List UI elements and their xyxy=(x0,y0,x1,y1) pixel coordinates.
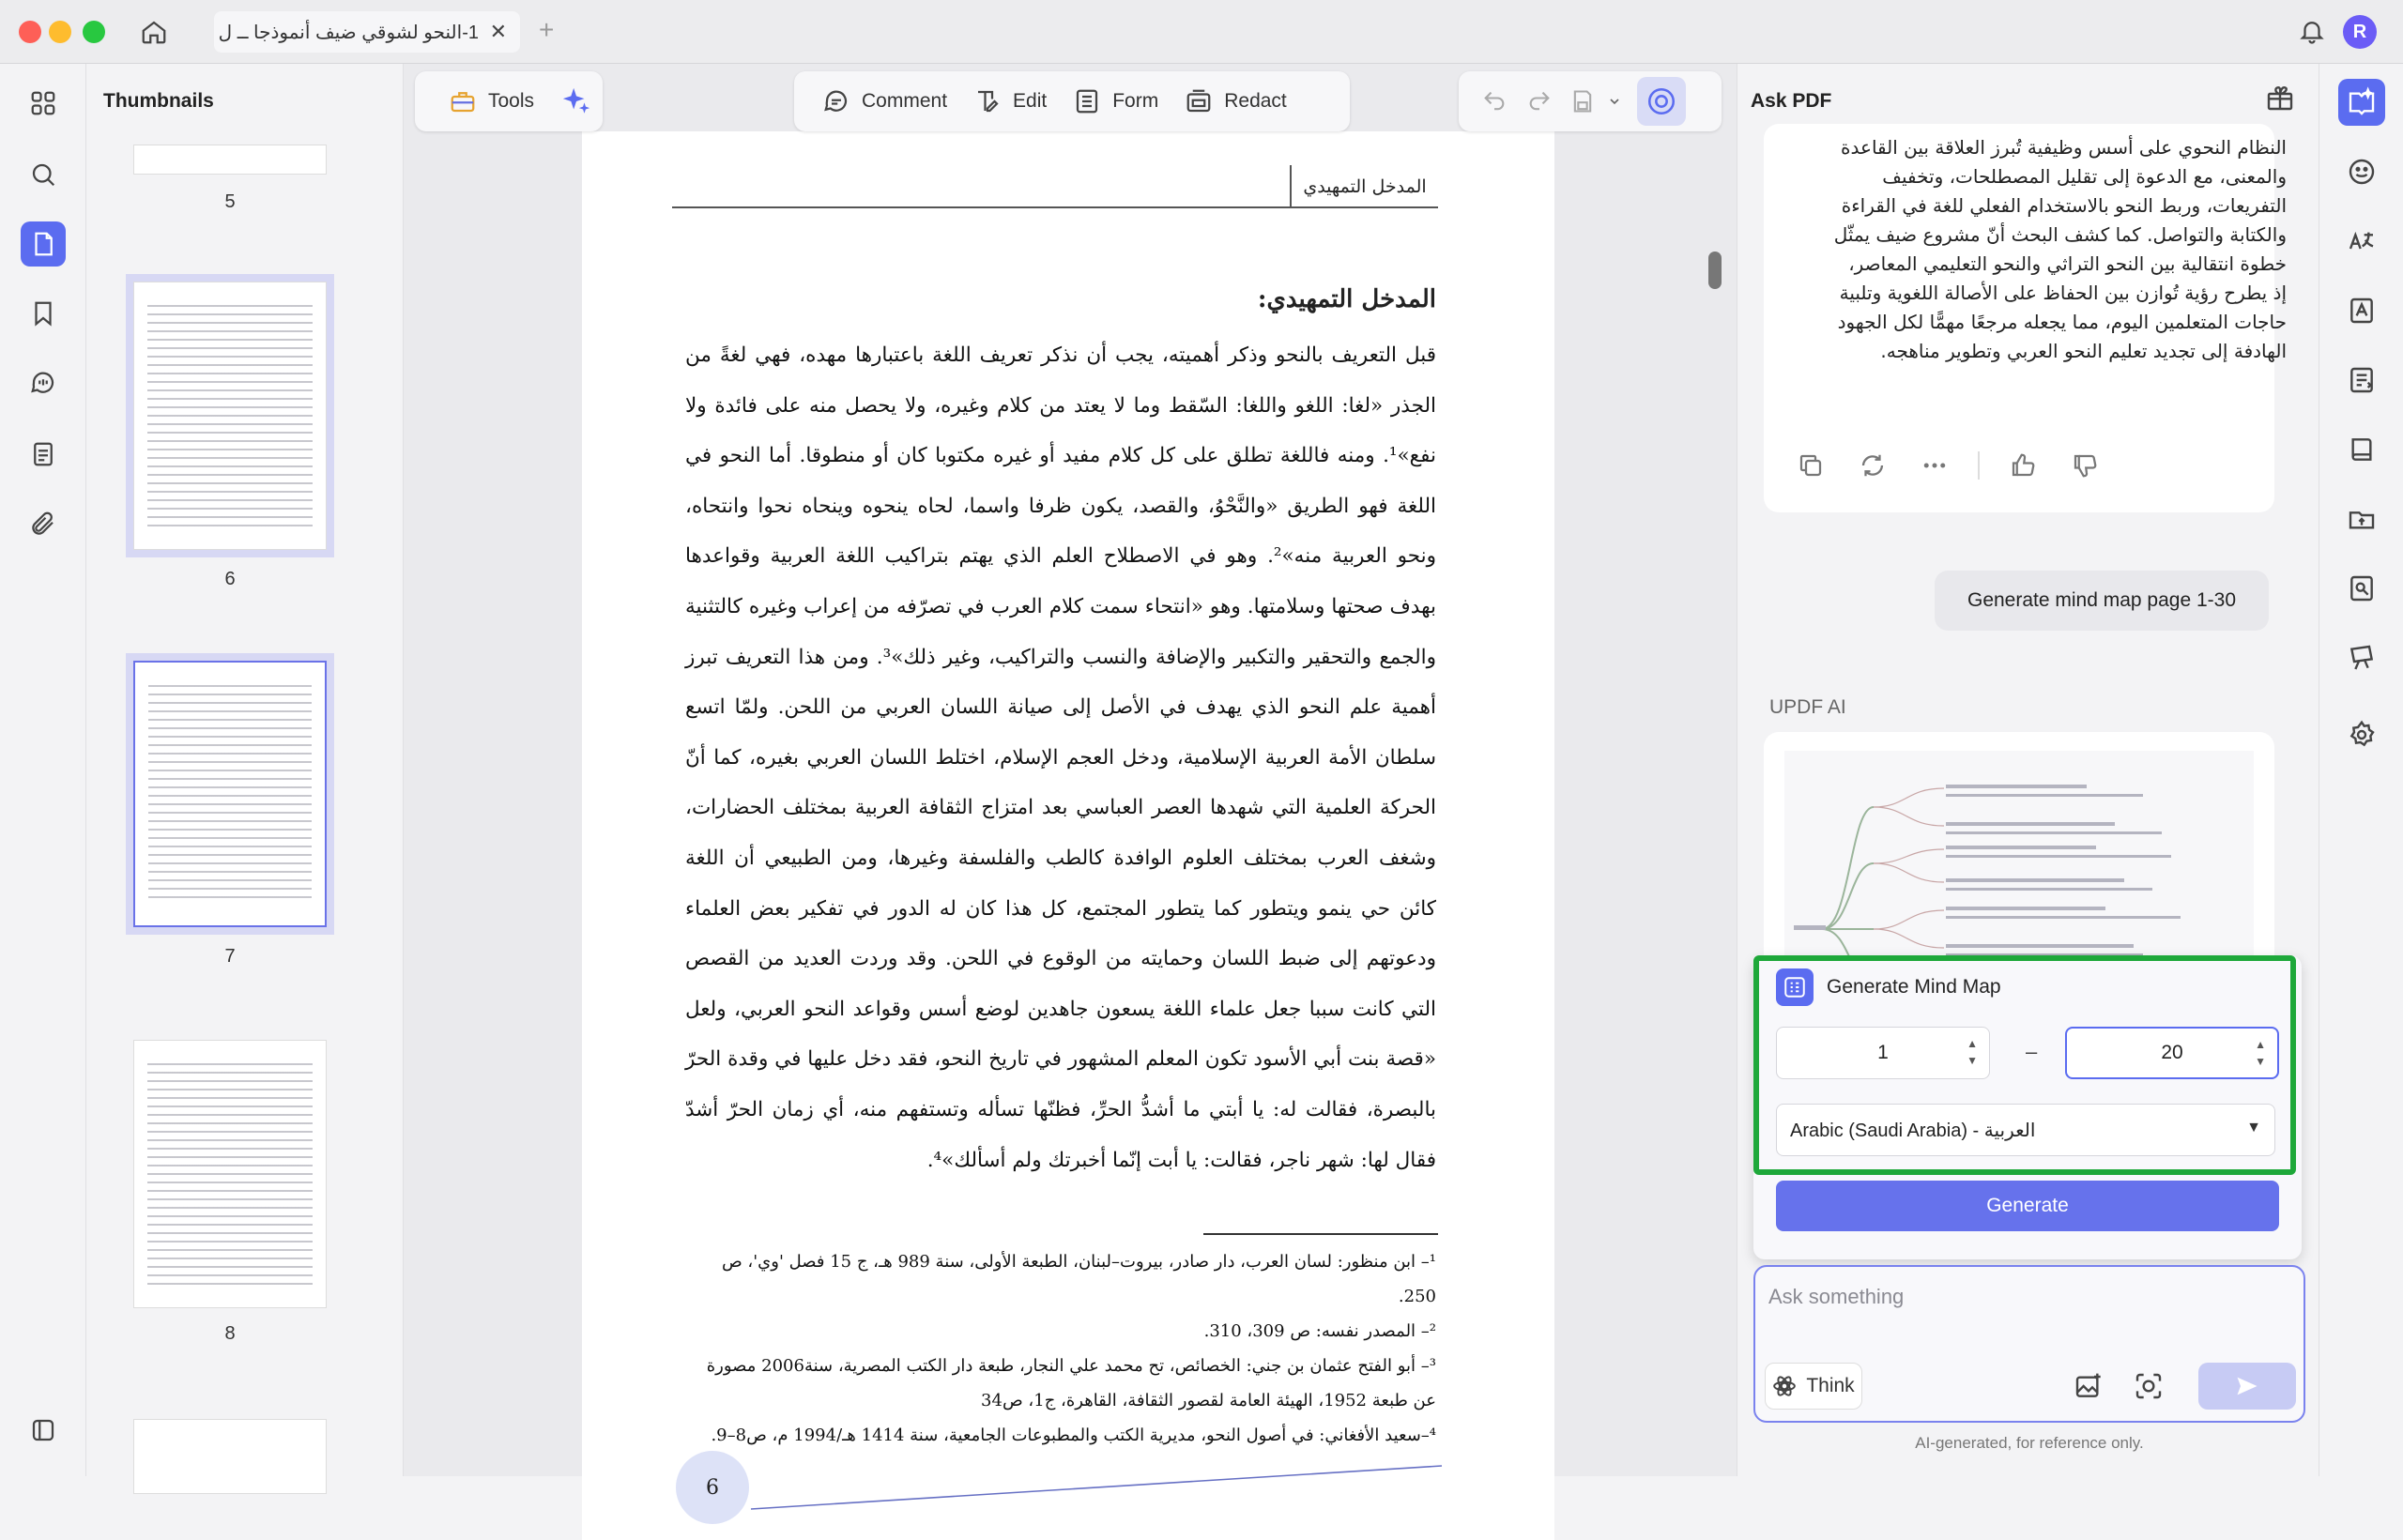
thumbnail-number: 5 xyxy=(224,191,236,212)
footnotes xyxy=(685,1244,1436,1453)
toolbox-icon xyxy=(449,87,477,115)
thumbnails-panel xyxy=(86,64,404,1476)
tools-label: Tools xyxy=(488,90,535,112)
thumbnail-number: 7 xyxy=(224,946,236,967)
undo-icon xyxy=(1481,88,1508,114)
close-tab-icon[interactable]: ✕ xyxy=(489,20,507,43)
ai-disclaimer: AI-generated, for reference only. xyxy=(1915,1434,2144,1452)
search-icon[interactable] xyxy=(21,152,66,197)
edit-toolbar xyxy=(794,71,1350,131)
ai-answer-text: النظام النحوي على أسس وظيفية تُبرز العلاقة بين القاعدة والمعنى، مع الدعوة إلى تقليل المصطلحات، وتخفيف التفريعات، وربط النحو بالاستخدام الفعلي للغة في القراءة والكتابة والتواصل. كما كشف البحث أنّ مشروع ضيف يمثّل خطوة انتقالية بين النحو التراثي والنحو التعليمي المعاصر، إذ يطرح رؤية تُوازن بين الحفاظ على الأصالة اللغوية وتلبية حاجات المتعلمين اليوم، مما يجعله مرجعًا مهمًّا لكل الجهود الهادفة إلى تجديد تعليم النحو العربي وتطوير مناهجه. xyxy=(1833,136,2287,362)
document-scrollbar[interactable] xyxy=(1708,252,1722,289)
save-button[interactable] xyxy=(1562,79,1603,124)
translate-icon[interactable] xyxy=(2338,218,2385,265)
edit-button[interactable] xyxy=(960,79,1060,124)
form-label: Form xyxy=(1112,90,1159,112)
chat-bot-icon[interactable] xyxy=(2338,148,2385,195)
chevron-down-icon xyxy=(1607,94,1622,109)
redact-label: Redact xyxy=(1224,90,1287,112)
title-bar xyxy=(0,0,2403,64)
thumbnail-page-6[interactable] xyxy=(133,282,327,550)
to-page-value: 20 xyxy=(2161,1042,2183,1063)
comment-icon xyxy=(822,87,850,115)
right-rail xyxy=(2319,64,2403,1476)
thumbnail-page-7[interactable] xyxy=(133,661,327,927)
screenshot-icon[interactable] xyxy=(2127,1365,2170,1408)
form-button[interactable] xyxy=(1060,79,1171,124)
save-icon xyxy=(1569,88,1596,114)
running-head xyxy=(672,165,1438,208)
updf-ai-button[interactable] xyxy=(1637,77,1686,126)
footnote: ¹– ابن منظور: لسان العرب، دار صادر، بيروت–لبنان، الطبعة الأولى، سنة 989 هـ، ج 15 فصل 'وي'، ص 250. xyxy=(721,1252,1436,1306)
action-divider xyxy=(1978,451,1980,480)
page-decoration-line xyxy=(751,1464,1442,1511)
mind-map-title: Generate Mind Map xyxy=(1827,976,2001,998)
tools-button[interactable] xyxy=(436,79,547,124)
send-icon xyxy=(2234,1373,2260,1399)
ask-input[interactable] xyxy=(1768,1278,2275,1316)
document-tab-title: 1-النحو لشوقي ضيف أنموذجا ــ ل xyxy=(218,22,479,43)
think-icon xyxy=(1772,1374,1797,1398)
to-page-stepper[interactable]: ▲ ▼ xyxy=(2255,1038,2266,1068)
summarize-icon[interactable] xyxy=(2338,357,2385,404)
tools-toolbar xyxy=(415,71,603,131)
undo-button[interactable] xyxy=(1472,79,1517,124)
highlight-box xyxy=(1753,955,2296,1175)
thumbnails-icon[interactable] xyxy=(21,221,66,267)
pdf-page xyxy=(582,131,1554,1540)
edit-text-icon xyxy=(973,87,1002,115)
notification-bell-icon[interactable] xyxy=(2298,17,2326,50)
send-button[interactable] xyxy=(2198,1363,2296,1410)
from-page-stepper[interactable]: ▲ ▼ xyxy=(1967,1037,1978,1067)
ai-assistant-icon xyxy=(1645,85,1677,117)
ask-pdf-icon[interactable] xyxy=(2338,79,2385,126)
footnote: ⁴–سعيد الأفغاني: في أصول النحو، مديرية الكتب والمطبوعات الجامعية، سنة 1414 هـ/1994 م، ص8–9. xyxy=(711,1426,1436,1445)
book-icon[interactable] xyxy=(2338,426,2385,473)
from-page-value: 1 xyxy=(1877,1042,1889,1063)
bookmark-icon[interactable] xyxy=(21,291,66,336)
footnote-rule xyxy=(1203,1233,1438,1235)
think-label: Think xyxy=(1806,1375,1855,1396)
thumbnail-number: 8 xyxy=(224,1323,236,1344)
image-upload-icon[interactable] xyxy=(2067,1365,2110,1408)
redact-button[interactable] xyxy=(1171,79,1300,124)
comments-icon[interactable] xyxy=(21,360,66,405)
presentation-icon[interactable] xyxy=(2338,634,2385,681)
thumbnail-page-8[interactable] xyxy=(133,1040,327,1308)
answer-actions xyxy=(1792,447,2104,484)
generate-button[interactable]: Generate xyxy=(1776,1181,2279,1231)
thumbs-down-icon[interactable] xyxy=(2066,447,2104,484)
avatar[interactable]: R xyxy=(2343,15,2377,49)
sparkle-icon xyxy=(560,85,592,117)
redo-icon xyxy=(1526,88,1553,114)
redo-button[interactable] xyxy=(1517,79,1562,124)
document-tab[interactable] xyxy=(214,11,520,53)
gift-icon[interactable] xyxy=(2265,83,2295,117)
user-message-bubble: Generate mind map page 1-30 xyxy=(1935,571,2269,631)
ai-sparkle-button[interactable] xyxy=(547,79,605,124)
running-head-label: المدخل التمهيدي xyxy=(1290,165,1438,208)
attachments-page-icon[interactable] xyxy=(21,432,66,477)
document-viewer xyxy=(404,64,1737,1500)
comment-button[interactable] xyxy=(809,79,960,124)
minimize-window-button[interactable] xyxy=(49,21,71,43)
ai-sender-label: UPDF AI xyxy=(1769,696,1846,718)
ocr-icon[interactable] xyxy=(2338,287,2385,334)
search-document-icon[interactable] xyxy=(2338,565,2385,612)
thumbs-up-icon[interactable] xyxy=(2004,447,2042,484)
left-rail xyxy=(0,64,86,1476)
edit-label: Edit xyxy=(1013,90,1048,112)
zoom-window-button[interactable] xyxy=(83,21,105,43)
settings-gear-icon[interactable] xyxy=(2338,711,2385,758)
more-options-icon[interactable] xyxy=(1916,447,1953,484)
close-window-button[interactable] xyxy=(19,21,41,43)
body-paragraph: قبل التعريف بالنحو وذكر أهميته، يجب أن نذكر تعريف اللغة باعتبارها مهده، فهي لغةً من الجذر «لغا: اللغو واللغا: السّقط وما لا يعتد من كلام وغيره، ولا يحصل منه على فائدة ولا نفع»¹. ومنه فاللغة تطلق على كل كلام مفيد أو غيره مكتوبا كان أو منطوقا. أما النحو في اللغة فهو الطريق «والنَّحْوُ، والقصد، يكون ظرفا واسما، لحاه ينحوه وينحاه نحوا وانتحاه، ونحو العربية منه»². وهو في الاصطلاح العلم الذي يهتم بتراكيب اللغة العربية وقواعدها بهدف صحتها وسلامتها. وهو «انتحاء سمت كلام العرب في تصرّفه من إعراب وغيره كالتثنية والجمع والتحقير والتكبير والإضافة والنسب والتراكيب، وغير ذلك»³. ومن هذا التعريف تبرز أهمية علم النحو الذي يهدف في الأصل إلى صيانة اللسان العربي من اللحن. ولمّا اتسع سلطان الأمة العربية الإسلامية، ودخل العجم الإسلام، اختلط اللسان العربي بغيره، كما أنّ الحركة العلمية التي شهدها العصر العباسي بعد امتزاج الثقافة العربية بمختلف الحضارات، وشغف العرب بمختلف العلوم الوافدة كالطب والفلسفة وغيرها، ومن الطبيعي أن اللغة كائن حي ينمو ويتطور كما يتطور المجتمع، كل هذا كان له الدور في تفكير بعض العلماء ودعوتهم إلى ضبط اللسان وحمايته من الوقوع في اللحن. وقد وردت العديد من القصص التي كانت سببا جعل علماء اللغة يسعون جاهدين لوضع أسس وقواعد النحو العربي، ولعل «قصة بنت أبي الأسود تكون المعلم المشهور في تاريخ النحو، فقد دخل عليها في وقدة الحرّ بالبصرة، فقالت له: يا أبتي ما أشدُّ الحرِّ، فظنّها تسأله وتستفهم منه، أي زمان الحرّ أشدّ فقال لها: شهر ناجر، فقالت: يا أبت إنّما أخبرتك ولم أسألك»⁴. xyxy=(685,343,1436,1172)
ask-input-box xyxy=(1753,1265,2305,1423)
regenerate-icon[interactable] xyxy=(1854,447,1891,484)
form-icon xyxy=(1073,87,1101,115)
footnote: ²– المصدر نفسه: ص 309، 310. xyxy=(1203,1321,1436,1341)
page-number-badge: 6 xyxy=(676,1451,749,1524)
paperclip-icon[interactable] xyxy=(21,501,66,546)
language-value: Arabic (Saudi Arabia) - العربية xyxy=(1790,1120,2036,1141)
home-icon[interactable] xyxy=(137,15,171,49)
copy-icon[interactable] xyxy=(1792,447,1829,484)
footnote: ³– أبو الفتح عثمان بن جني: الخصائص، تح محمد علي النجار، طبعة دار الكتب المصرية، سنة2006 مصورة عن طبعة 1952، الهيئة العامة لقصور الثقافة، القاهرة، ج1، ص34 xyxy=(706,1356,1436,1410)
caret-down-icon: ▼ xyxy=(2246,1120,2261,1136)
layers-icon[interactable] xyxy=(21,1408,66,1453)
think-button[interactable] xyxy=(1765,1363,1862,1410)
range-dash: – xyxy=(2026,1040,2038,1063)
folder-upload-icon[interactable] xyxy=(2338,496,2385,542)
section-title: المدخل التمهيدي: xyxy=(1257,285,1436,313)
thumbnails-title: Thumbnails xyxy=(103,90,214,112)
grid-icon[interactable] xyxy=(21,81,66,126)
save-options-dropdown[interactable] xyxy=(1603,79,1626,124)
history-toolbar xyxy=(1459,71,1722,131)
thumbnail-number: 6 xyxy=(224,569,236,589)
new-tab-button[interactable]: + xyxy=(539,15,555,44)
thumbnail-page-9[interactable] xyxy=(133,1419,327,1494)
thumbnail-page-5[interactable] xyxy=(133,145,327,175)
comment-label: Comment xyxy=(862,90,948,112)
ask-pdf-title: Ask PDF xyxy=(1751,90,1832,112)
redact-icon xyxy=(1185,87,1213,115)
